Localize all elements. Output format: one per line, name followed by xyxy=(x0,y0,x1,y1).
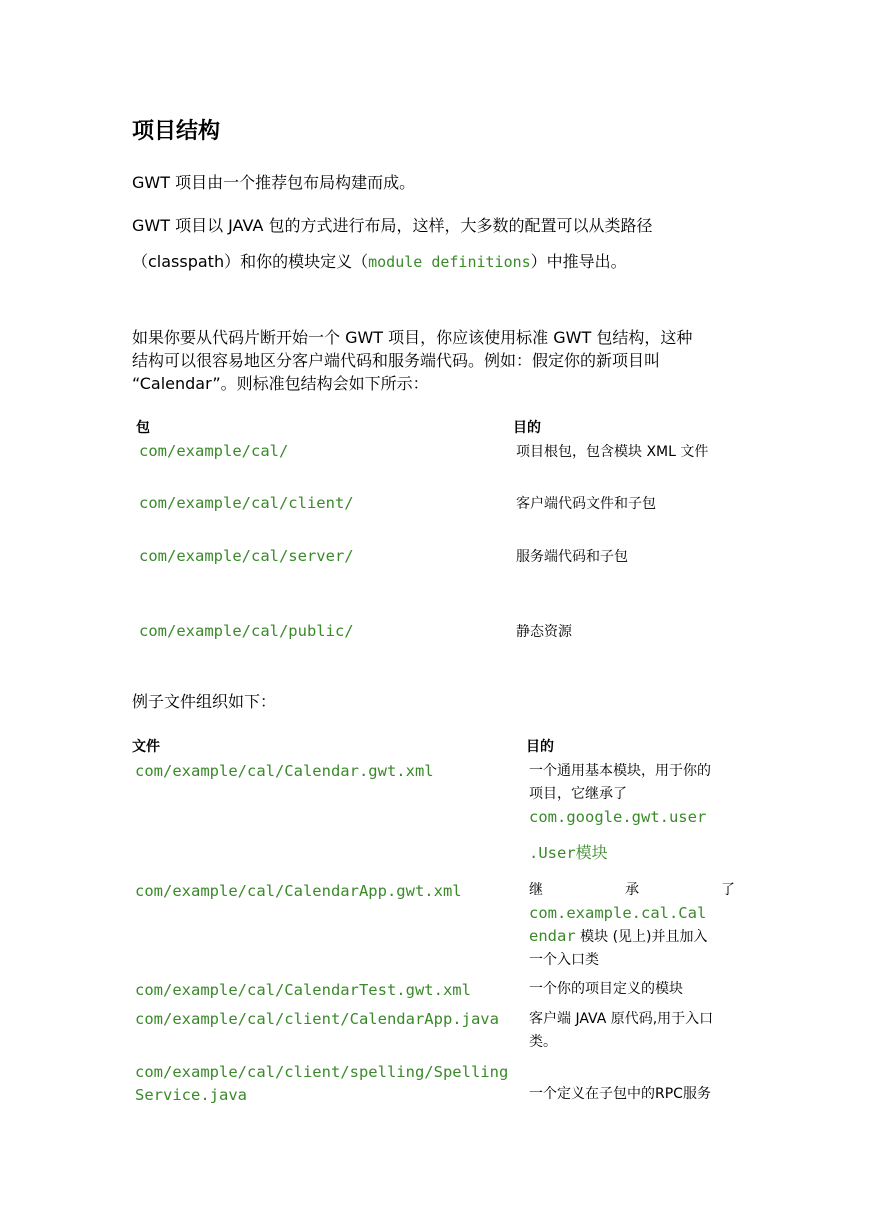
file-purpose: 客户端 JAVA 原代码,用于入口类。 xyxy=(529,1011,714,1050)
page-title: 项目结构 xyxy=(132,119,221,144)
package-paragraph-line1: 如果你要从代码片断开始一个 GWT 项目，你应该使用标准 GWT 包结构，这种 xyxy=(132,328,693,347)
file-purpose-word: 了 xyxy=(721,882,735,898)
file-name: com/example/cal/Calendar.gwt.xml xyxy=(135,762,434,780)
package-purpose: 客户端代码文件和子包 xyxy=(516,496,656,512)
file-table-header-file: 文件 xyxy=(132,739,160,755)
file-purpose-code: endar xyxy=(529,927,576,945)
file-purpose-word: 继 xyxy=(529,882,543,898)
file-table-header-purpose: 目的 xyxy=(526,739,554,755)
package-name: com/example/cal/ xyxy=(139,442,289,460)
layout-paragraph-line2 xyxy=(132,250,742,274)
package-table-header-purpose: 目的 xyxy=(513,420,541,436)
package-paragraph-line2: 结构可以很容易地区分客户端代码和服务端代码。例如：假定你的新项目叫 xyxy=(132,351,661,370)
package-structure-paragraph xyxy=(132,326,742,395)
file-name: com/example/cal/client/CalendarApp.java xyxy=(135,1010,499,1028)
file-purpose xyxy=(529,760,735,865)
module-definitions-code: module definitions xyxy=(368,253,531,271)
layout-paragraph-end: ）中推导出。 xyxy=(530,252,627,271)
intro-paragraph: GWT 项目由一个推荐包布局构建而成。 xyxy=(132,173,416,192)
file-purpose-code: .User xyxy=(529,844,576,862)
file-purpose-line: 一个通用基本模块，用于你的 xyxy=(529,763,711,779)
package-paragraph-line3: “Calendar”。则标准包结构会如下所示： xyxy=(132,374,429,393)
layout-paragraph xyxy=(132,214,742,274)
file-purpose-code: com.example.cal.Cal xyxy=(529,904,707,922)
file-purpose: 一个定义在子包中的RPC服务 xyxy=(529,1086,711,1102)
package-purpose: 静态资源 xyxy=(516,624,572,640)
file-purpose-text: 模块 (见上)并且加入 xyxy=(575,929,708,945)
file-purpose-suffix: 模块 xyxy=(575,843,608,862)
layout-paragraph-text: （classpath）和你的模块定义（ xyxy=(132,252,369,271)
file-purpose xyxy=(529,879,735,972)
file-name: com/example/cal/client/spelling/SpellingService.java xyxy=(135,1063,509,1104)
file-name: com/example/cal/CalendarApp.gwt.xml xyxy=(135,882,462,900)
file-name: com/example/cal/CalendarTest.gwt.xml xyxy=(135,981,471,999)
package-table-header-package: 包 xyxy=(136,420,150,436)
file-purpose-word: 承 xyxy=(625,882,639,898)
package-name: com/example/cal/public/ xyxy=(139,622,354,640)
example-intro: 例子文件组织如下： xyxy=(132,692,277,711)
layout-paragraph-line1: GWT 项目以 JAVA 包的方式进行布局，这样，大多数的配置可以从类路径 xyxy=(132,216,653,235)
package-name: com/example/cal/server/ xyxy=(139,547,354,565)
file-purpose-line: 一个入口类 xyxy=(529,952,599,968)
file-purpose-line: 项目，它继承了 xyxy=(529,786,627,802)
package-name: com/example/cal/client/ xyxy=(139,494,354,512)
file-purpose: 一个你的项目定义的模块 xyxy=(529,981,683,997)
file-purpose-code: com.google.gwt.user xyxy=(529,808,707,826)
package-purpose: 服务端代码和子包 xyxy=(516,549,628,565)
file-purpose-line xyxy=(529,879,735,902)
package-purpose: 项目根包，包含模块 XML 文件 xyxy=(516,444,709,460)
